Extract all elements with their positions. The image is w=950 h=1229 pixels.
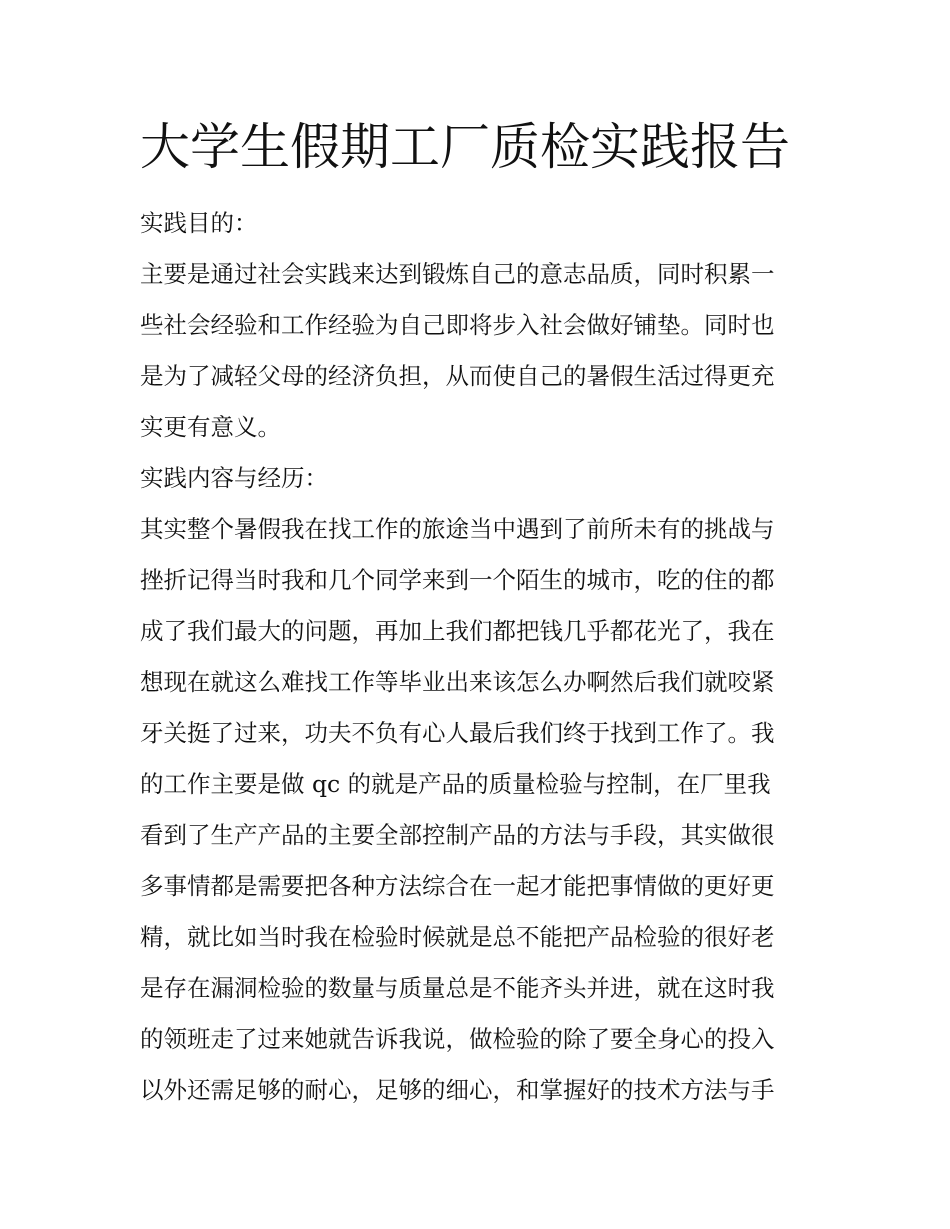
paragraph-line: 是为了减轻父母的经济负担，从而使自己的暑假生活过得更充 [140,362,775,390]
paragraph-line: 多事情都是需要把各种方法综合在一起才能把事情做的更好更 [140,872,775,900]
paragraph-line: 实更有意义。 [140,413,281,441]
paragraph-line: 主要是通过社会实践来达到锻炼自己的意志品质，同时积累一 [140,260,775,288]
paragraph-line: 牙关挺了过来，功夫不负有心人最后我们终于找到工作了。我 [140,719,775,747]
paragraph-line: 以外还需足够的耐心，足够的细心，和掌握好的技术方法与手 [140,1076,775,1104]
paragraph-line: 想现在就这么难找工作等毕业出来该怎么办啊然后我们就咬紧 [140,668,775,696]
paragraph-line: 的工作主要是做 qc 的就是产品的质量检验与控制，在厂里我 [140,770,771,798]
section-heading-content: 实践内容与经历： [140,464,328,492]
paragraph-line: 是存在漏洞检验的数量与质量总是不能齐头并进，就在这时我 [140,974,775,1002]
paragraph-line: 的领班走了过来她就告诉我说，做检验的除了要全身心的投入 [140,1025,775,1053]
section-heading-purpose: 实践目的： [140,209,258,237]
paragraph-line: 精，就比如当时我在检验时候就是总不能把产品检验的很好老 [140,923,775,951]
paragraph-line: 成了我们最大的问题，再加上我们都把钱几乎都花光了，我在 [140,617,775,645]
document-body [140,200,820,1118]
paragraph-line: 其实整个暑假我在找工作的旅途当中遇到了前所未有的挑战与 [140,515,775,543]
paragraph-line: 些社会经验和工作经验为自己即将步入社会做好铺垫。同时也 [140,311,775,339]
paragraph-line: 看到了生产产品的主要全部控制产品的方法与手段，其实做很 [140,821,775,849]
paragraph-line: 挫折记得当时我和几个同学来到一个陌生的城市，吃的住的都 [140,566,775,594]
document-title: 大学生假期工厂质检实践报告 [140,118,790,176]
